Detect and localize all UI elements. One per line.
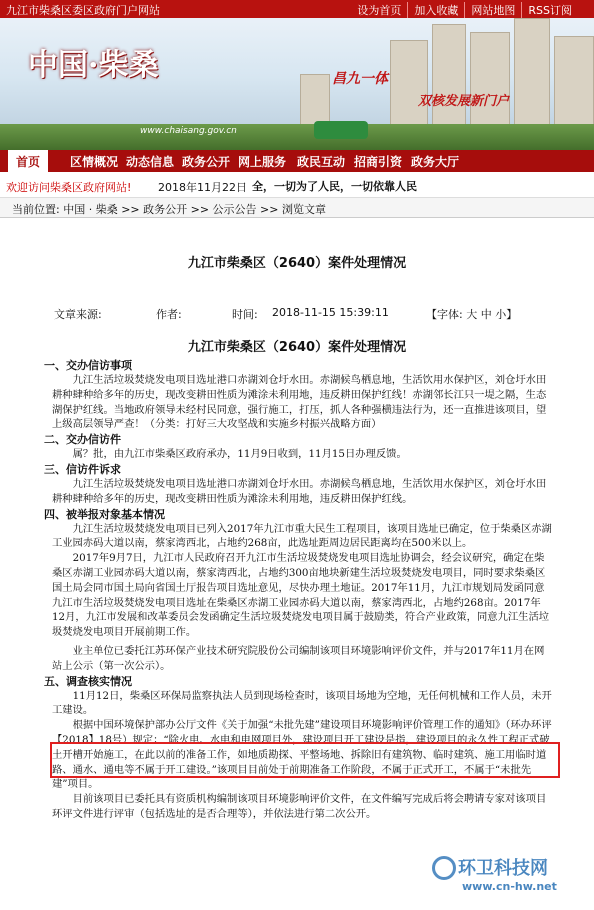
banner-slogan-2: 双核发展新门户 bbox=[418, 94, 510, 109]
current-date: 2018年11月22日 bbox=[158, 181, 247, 194]
section-heading: 二、交办信访件 bbox=[44, 433, 121, 447]
add-favorite-link[interactable]: 加入收藏 bbox=[407, 2, 464, 18]
section-paragraph: 属？批，由九江市柴桑区政府承办，11月9日收到，11月15日办理反馈。 bbox=[72, 448, 407, 461]
time-value: 2018-11-15 15:39:11 bbox=[272, 306, 389, 319]
nav-news[interactable]: 动态信息 bbox=[126, 155, 175, 169]
section-paragraph: 2017年9月7日，九江市人民政府召开九江市生活垃圾焚烧发电项目选址协调会，经会议研究，确定在柴桑区赤湖工业园赤码大道以南，蔡家湾西北，占地约300亩地块新建生活垃圾焚烧发电项目，同时要求柴桑区国土局会同市国土局向省国土厅报告项目选址意见，尽快办理土地证。2017年11月，九江市规划局发函同意九江市生活垃圾焚烧发电项目选址在柴桑区赤湖工业园赤码大道以南，蔡家湾西北，占地约268亩。2017年12月，九江市发展和改革委员会发函确定生活垃圾焚烧发电项目属于鼓励类，符合产业政策，同意九江生活垃圾焚烧发电项目开展前期工作。 bbox=[52, 552, 550, 639]
article-title: 九江市柴桑区（2640）案件处理情况 bbox=[187, 340, 407, 355]
welcome-bar bbox=[0, 172, 594, 198]
section-heading: 一、交办信访事项 bbox=[44, 359, 132, 372]
sitemap-link[interactable]: 网站地图 bbox=[464, 2, 521, 18]
article-meta bbox=[0, 306, 594, 322]
top-links bbox=[351, 2, 578, 18]
nav-service-hall[interactable]: 政务大厅 bbox=[411, 155, 460, 169]
page-title: 九江市柴桑区（2640）案件处理情况 bbox=[187, 256, 407, 271]
article-body bbox=[44, 358, 552, 822]
banner-slogan: 昌九一体 bbox=[332, 71, 388, 87]
nav-overview[interactable]: 区情概况 bbox=[70, 155, 119, 169]
watermark-name: 环卫科技网 bbox=[458, 858, 548, 879]
time-label: 时间: bbox=[232, 308, 258, 321]
watermark-logo-icon bbox=[432, 856, 456, 880]
nav-home[interactable]: 首页 bbox=[8, 150, 48, 172]
section-heading: 三、信访件诉求 bbox=[44, 462, 121, 476]
section-paragraph: 目前该项目已委托具有资质机构编制该项目环境影响评价文件，在文件编写完成后将会聘请专家对该项目环评文件进行评审（包括选址的是否合理等），并依法进行第二次公开。 bbox=[52, 793, 547, 820]
site-name: 九江市柴桑区委区政府门户网站 bbox=[6, 4, 160, 17]
author-label: 作者: bbox=[156, 308, 182, 321]
banner-url: www.chaisang.gov.cn bbox=[140, 126, 237, 136]
nav-online-service[interactable]: 网上服务 bbox=[238, 155, 287, 169]
section-paragraph: 业主单位已委托江苏环保产业技术研究院股份公司编制该项目环境影响评价文件，并与2017年11月在网站上公示（第一次公示）。 bbox=[52, 644, 545, 672]
site-banner bbox=[0, 18, 594, 150]
section-paragraph: 根据中国环境保护部办公厅文件《关于加强“未批先建”建设项目环境影响评价管理工作的通知》（环办环评【2018】18号）规定：“除火电、水电和电网项目外，建设项目开工建设是指，建设项目的永久性工程正式破土开槽开始施工，在此以前的准备工作，如地质勘探、平整场地、拆除旧有建筑物、临时建筑、施工用临时道路、通水、通电等不属于开工建设。”该项目目前处于前期准备工作阶段，不属于正式开工，不属于“未批先建”项目。 bbox=[52, 719, 552, 791]
source-label: 文章来源: bbox=[54, 308, 102, 321]
nav-investment[interactable]: 招商引资 bbox=[354, 155, 403, 169]
main-nav bbox=[0, 150, 594, 172]
nav-gov-affairs[interactable]: 政务公开 bbox=[182, 155, 231, 169]
breadcrumb-text[interactable]: 当前位置: 中国 · 柴桑 >> 政务公开 >> 公示公告 >> 浏览文章 bbox=[12, 203, 326, 216]
scrolling-motto: 全，一切为了人民，一切依靠人民 bbox=[252, 180, 417, 193]
site-logo: 中国·柴桑 bbox=[28, 48, 159, 83]
section-paragraph: 九江生活垃圾焚烧发电项目已列入2017年九江市重大民生工程项目，该项目选址已确定，位于柴桑区赤湖工业园赤码大道以南，蔡家湾西北，占地约268亩，此选址距周边居民距离均在500米以上。 bbox=[52, 522, 552, 550]
watermark-url: www.cn-hw.net bbox=[462, 880, 557, 893]
section-paragraph: 九江生活垃圾焚烧发电项目选址港口赤湖刘仓圩水田。赤湖候鸟栖息地，生活饮用水保护区，刘仓圩水田耕种肆种给多年的历史，现改变耕田性质为滩涂未利用地，违反耕田保护红线。 bbox=[52, 477, 547, 505]
watermark bbox=[432, 852, 582, 902]
section-heading: 四、被举报对象基本情况 bbox=[44, 507, 165, 521]
welcome-text: 欢迎访问柴桑区政府网站! bbox=[6, 181, 132, 194]
top-bar bbox=[0, 0, 594, 18]
rss-link[interactable]: RSS订阅 bbox=[521, 2, 578, 18]
nav-interaction[interactable]: 政民互动 bbox=[297, 155, 346, 169]
section-paragraph: 九江生活垃圾焚烧发电项目选址港口赤湖刘仓圩水田。赤湖候鸟栖息地，生活饮用水保护区，刘仓圩水田耕种肆种给多年的历史，现改变耕田性质为滩涂未利用地，违反耕田保护红线！赤湖邻长江只一堤之隔，生态湖保护红线。当地政府领导未经村民同意，强行施工，打压，抓人各种强横违法行为，还一直推进该项目，望上级高层领导严查！（分类：打好三大攻坚战和实施乡村振兴战略方面） bbox=[52, 374, 547, 431]
section-paragraph: 11月12日，柴桑区环保局监察执法人员到现场检查时，该项目场地为空地，无任何机械和工作人员，未开工建设。 bbox=[52, 689, 552, 717]
breadcrumb bbox=[0, 198, 594, 218]
set-homepage-link[interactable]: 设为首页 bbox=[357, 4, 402, 17]
bus-image bbox=[314, 121, 368, 139]
font-size-control[interactable]: 【字体: 大 中 小】 bbox=[426, 308, 518, 321]
section-heading: 五、调查核实情况 bbox=[44, 674, 132, 688]
